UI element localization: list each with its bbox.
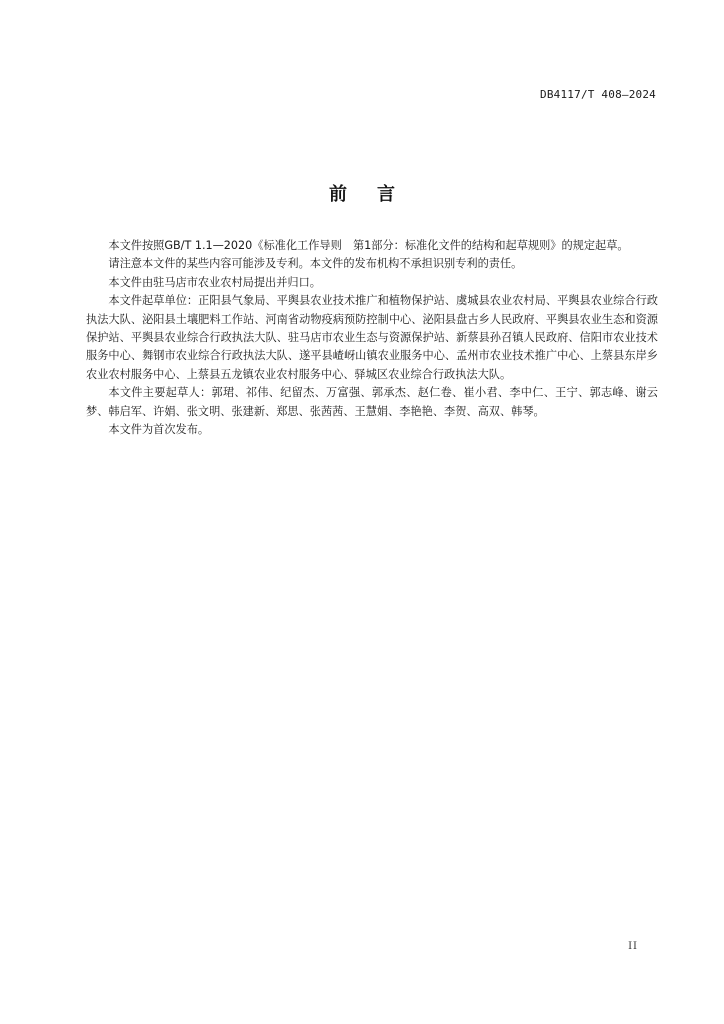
paragraph-first-release: 本文件为首次发布。 (108, 423, 210, 437)
paragraph-drafting-rules: 本文件按照GB/T 1.1—2020《标准化工作导则 第1部分：标准化文件的结构和起草规则》的规定起草。 (108, 239, 629, 252)
document-code: DB4117/T 408—2024 (540, 88, 656, 101)
paragraph-drafting-units: 本文件起草单位：正阳县气象局、平舆县农业技术推广和植物保护站、虞城县农业农村局、平舆县农业综合行政执法大队、泌阳县土壤肥料工作站、河南省动物疫病预防控制中心、泌阳县盘古乡人民政府、平舆县农业生态和资源保护站、平舆县农业综合行政执法大队、驻马店市农业生态与资源保护站、新蔡县孙召镇人民政府、信阳市农业技术服务中心、舞钢市农业综合行政执法大队、遂平县嵖岈山镇农业服务中心、孟州市农业技术推广中心、上蔡县东岸乡农业农村服务中心、上蔡县五龙镇农业农村服务中心、驿城区农业综合行政执法大队。 (86, 294, 658, 381)
paragraph-drafters: 本文件主要起草人：郭珺、祁伟、纪留杰、万富强、郭承杰、赵仁卷、崔小君、李中仁、王宁、郭志峰、谢云梦、韩启军、许娟、张文明、张建新、郑思、张茜茜、王慧娟、李艳艳、李贺、高双、韩琴。 (86, 386, 658, 418)
paragraph-patent-notice: 请注意本文件的某些内容可能涉及专利。本文件的发布机构不承担识别专利的责任。 (108, 257, 523, 271)
paragraph-proposer: 本文件由驻马店市农业农村局提出并归口。 (108, 275, 321, 289)
page-number: II (628, 941, 638, 952)
page-title: 前言 (329, 184, 425, 205)
document-body (86, 237, 658, 439)
